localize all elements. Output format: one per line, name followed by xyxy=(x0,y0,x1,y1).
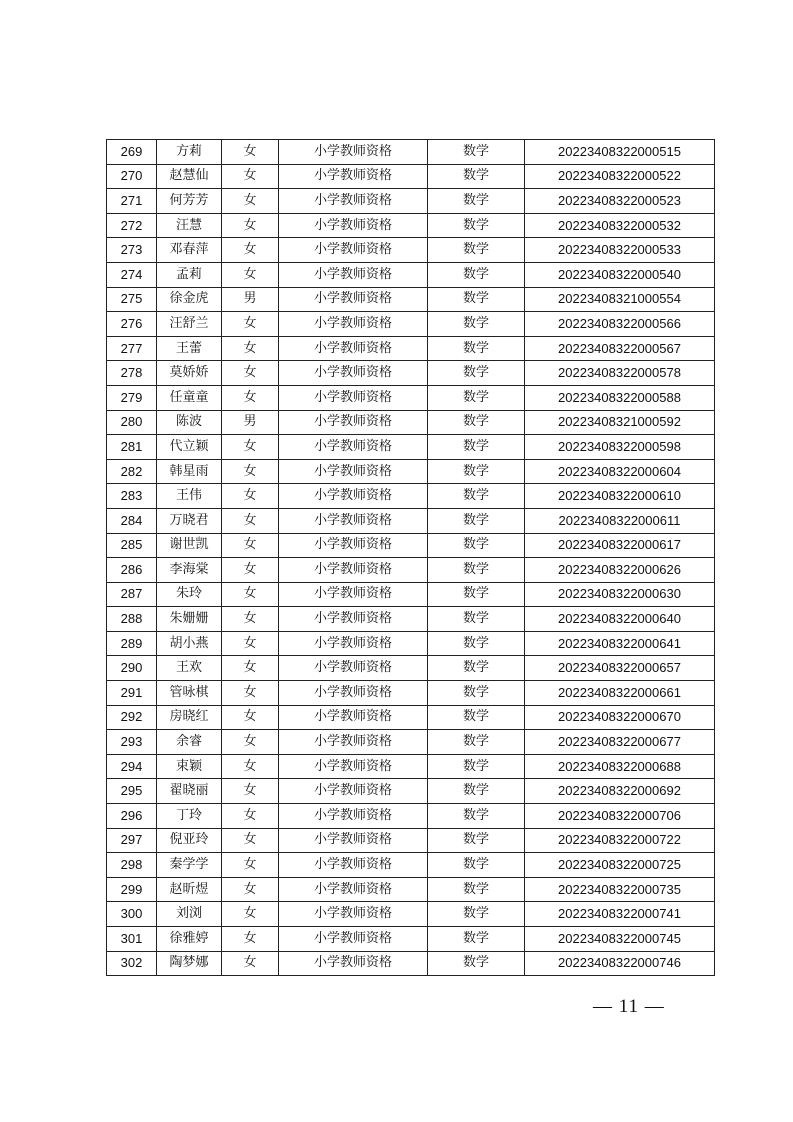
cell-qualification: 小学教师资格 xyxy=(279,877,428,902)
cell-certificate-id: 20223408322000532 xyxy=(525,213,715,238)
table-row xyxy=(107,607,715,632)
cell-qualification: 小学教师资格 xyxy=(279,705,428,730)
cell-number: 295 xyxy=(107,779,157,804)
cell-subject: 数学 xyxy=(428,582,525,607)
cell-certificate-id: 20223408322000566 xyxy=(525,312,715,337)
cell-qualification: 小学教师资格 xyxy=(279,312,428,337)
cell-gender: 女 xyxy=(222,361,279,386)
cell-gender: 女 xyxy=(222,582,279,607)
cell-name: 汪慧 xyxy=(157,213,222,238)
cell-gender: 女 xyxy=(222,189,279,214)
table-row xyxy=(107,435,715,460)
table-row xyxy=(107,385,715,410)
cell-certificate-id: 20223408322000515 xyxy=(525,140,715,165)
table-row xyxy=(107,582,715,607)
cell-number: 277 xyxy=(107,336,157,361)
cell-certificate-id: 20223408322000692 xyxy=(525,779,715,804)
cell-gender: 女 xyxy=(222,558,279,583)
cell-name: 莫娇娇 xyxy=(157,361,222,386)
cell-name: 万晓君 xyxy=(157,508,222,533)
cell-subject: 数学 xyxy=(428,828,525,853)
cell-subject: 数学 xyxy=(428,607,525,632)
cell-name: 赵昕煜 xyxy=(157,877,222,902)
cell-gender: 女 xyxy=(222,754,279,779)
table-row xyxy=(107,484,715,509)
cell-subject: 数学 xyxy=(428,213,525,238)
cell-name: 王蕾 xyxy=(157,336,222,361)
cell-gender: 女 xyxy=(222,459,279,484)
cell-number: 269 xyxy=(107,140,157,165)
cell-number: 284 xyxy=(107,508,157,533)
cell-name: 任童童 xyxy=(157,385,222,410)
cell-subject: 数学 xyxy=(428,754,525,779)
cell-number: 272 xyxy=(107,213,157,238)
cell-qualification: 小学教师资格 xyxy=(279,459,428,484)
table-row xyxy=(107,459,715,484)
cell-qualification: 小学教师资格 xyxy=(279,435,428,460)
cell-qualification: 小学教师资格 xyxy=(279,754,428,779)
cell-subject: 数学 xyxy=(428,459,525,484)
cell-certificate-id: 20223408321000592 xyxy=(525,410,715,435)
cell-gender: 女 xyxy=(222,902,279,927)
cell-certificate-id: 20223408322000540 xyxy=(525,262,715,287)
cell-subject: 数学 xyxy=(428,312,525,337)
table-row xyxy=(107,754,715,779)
cell-gender: 女 xyxy=(222,681,279,706)
cell-subject: 数学 xyxy=(428,361,525,386)
cell-gender: 女 xyxy=(222,631,279,656)
cell-name: 朱玲 xyxy=(157,582,222,607)
cell-subject: 数学 xyxy=(428,262,525,287)
cell-gender: 女 xyxy=(222,927,279,952)
cell-number: 296 xyxy=(107,804,157,829)
table-row xyxy=(107,558,715,583)
cell-subject: 数学 xyxy=(428,336,525,361)
cell-number: 285 xyxy=(107,533,157,558)
cell-gender: 女 xyxy=(222,435,279,460)
cell-name: 王伟 xyxy=(157,484,222,509)
table-row xyxy=(107,730,715,755)
cell-subject: 数学 xyxy=(428,902,525,927)
table-row xyxy=(107,140,715,165)
cell-certificate-id: 20223408322000722 xyxy=(525,828,715,853)
cell-name: 何芳芳 xyxy=(157,189,222,214)
cell-number: 283 xyxy=(107,484,157,509)
cell-number: 271 xyxy=(107,189,157,214)
cell-gender: 女 xyxy=(222,607,279,632)
cell-subject: 数学 xyxy=(428,804,525,829)
cell-qualification: 小学教师资格 xyxy=(279,238,428,263)
cell-number: 276 xyxy=(107,312,157,337)
cell-name: 陈波 xyxy=(157,410,222,435)
cell-certificate-id: 20223408322000630 xyxy=(525,582,715,607)
cell-gender: 女 xyxy=(222,656,279,681)
cell-name: 房晓红 xyxy=(157,705,222,730)
cell-qualification: 小学教师资格 xyxy=(279,631,428,656)
cell-certificate-id: 20223408322000670 xyxy=(525,705,715,730)
cell-certificate-id: 20223408322000725 xyxy=(525,853,715,878)
table-row xyxy=(107,238,715,263)
cell-name: 翟晓丽 xyxy=(157,779,222,804)
cell-gender: 女 xyxy=(222,262,279,287)
cell-name: 丁玲 xyxy=(157,804,222,829)
cell-qualification: 小学教师资格 xyxy=(279,656,428,681)
cell-subject: 数学 xyxy=(428,705,525,730)
cell-certificate-id: 20223408322000657 xyxy=(525,656,715,681)
cell-name: 刘浏 xyxy=(157,902,222,927)
cell-qualification: 小学教师资格 xyxy=(279,213,428,238)
cell-gender: 女 xyxy=(222,779,279,804)
cell-qualification: 小学教师资格 xyxy=(279,508,428,533)
cell-gender: 女 xyxy=(222,312,279,337)
cell-subject: 数学 xyxy=(428,533,525,558)
table-row xyxy=(107,656,715,681)
cell-certificate-id: 20223408322000578 xyxy=(525,361,715,386)
cell-subject: 数学 xyxy=(428,877,525,902)
cell-subject: 数学 xyxy=(428,779,525,804)
cell-subject: 数学 xyxy=(428,238,525,263)
cell-number: 298 xyxy=(107,853,157,878)
cell-certificate-id: 20223408322000523 xyxy=(525,189,715,214)
cell-gender: 女 xyxy=(222,804,279,829)
table-row xyxy=(107,853,715,878)
cell-name: 管咏棋 xyxy=(157,681,222,706)
cell-certificate-id: 20223408322000626 xyxy=(525,558,715,583)
cell-gender: 女 xyxy=(222,213,279,238)
cell-gender: 女 xyxy=(222,140,279,165)
cell-certificate-id: 20223408322000522 xyxy=(525,164,715,189)
cell-number: 294 xyxy=(107,754,157,779)
cell-name: 代立颖 xyxy=(157,435,222,460)
cell-name: 陶梦娜 xyxy=(157,951,222,976)
cell-name: 谢世凯 xyxy=(157,533,222,558)
cell-subject: 数学 xyxy=(428,681,525,706)
cell-certificate-id: 20223408322000533 xyxy=(525,238,715,263)
table-row xyxy=(107,189,715,214)
table-row xyxy=(107,877,715,902)
cell-certificate-id: 20223408322000611 xyxy=(525,508,715,533)
cell-subject: 数学 xyxy=(428,484,525,509)
cell-qualification: 小学教师资格 xyxy=(279,533,428,558)
table-row xyxy=(107,631,715,656)
cell-qualification: 小学教师资格 xyxy=(279,853,428,878)
cell-certificate-id: 20223408322000610 xyxy=(525,484,715,509)
cell-number: 282 xyxy=(107,459,157,484)
cell-gender: 女 xyxy=(222,508,279,533)
cell-number: 274 xyxy=(107,262,157,287)
cell-name: 孟莉 xyxy=(157,262,222,287)
cell-name: 韩星雨 xyxy=(157,459,222,484)
cell-qualification: 小学教师资格 xyxy=(279,582,428,607)
table-row xyxy=(107,336,715,361)
cell-subject: 数学 xyxy=(428,853,525,878)
cell-subject: 数学 xyxy=(428,385,525,410)
cell-qualification: 小学教师资格 xyxy=(279,779,428,804)
cell-gender: 女 xyxy=(222,484,279,509)
cell-certificate-id: 20223408322000677 xyxy=(525,730,715,755)
cell-qualification: 小学教师资格 xyxy=(279,287,428,312)
cell-gender: 女 xyxy=(222,705,279,730)
cell-gender: 男 xyxy=(222,287,279,312)
cell-number: 292 xyxy=(107,705,157,730)
cell-number: 289 xyxy=(107,631,157,656)
table-row xyxy=(107,533,715,558)
table-row xyxy=(107,681,715,706)
cell-number: 273 xyxy=(107,238,157,263)
cell-gender: 女 xyxy=(222,533,279,558)
cell-subject: 数学 xyxy=(428,558,525,583)
cell-subject: 数学 xyxy=(428,656,525,681)
cell-qualification: 小学教师资格 xyxy=(279,336,428,361)
cell-certificate-id: 20223408322000735 xyxy=(525,877,715,902)
cell-qualification: 小学教师资格 xyxy=(279,189,428,214)
cell-number: 288 xyxy=(107,607,157,632)
cell-certificate-id: 20223408322000641 xyxy=(525,631,715,656)
cell-gender: 男 xyxy=(222,410,279,435)
cell-number: 300 xyxy=(107,902,157,927)
cell-qualification: 小学教师资格 xyxy=(279,558,428,583)
cell-number: 279 xyxy=(107,385,157,410)
table-row xyxy=(107,828,715,853)
cell-subject: 数学 xyxy=(428,927,525,952)
table-body xyxy=(107,140,715,976)
table-row xyxy=(107,902,715,927)
cell-certificate-id: 20223408322000741 xyxy=(525,902,715,927)
cell-certificate-id: 20223408322000746 xyxy=(525,951,715,976)
cell-number: 278 xyxy=(107,361,157,386)
cell-number: 280 xyxy=(107,410,157,435)
cell-certificate-id: 20223408322000604 xyxy=(525,459,715,484)
cell-number: 299 xyxy=(107,877,157,902)
cell-number: 291 xyxy=(107,681,157,706)
cell-certificate-id: 20223408321000554 xyxy=(525,287,715,312)
cell-subject: 数学 xyxy=(428,631,525,656)
cell-name: 李海棠 xyxy=(157,558,222,583)
cell-subject: 数学 xyxy=(428,287,525,312)
cell-subject: 数学 xyxy=(428,140,525,165)
candidate-table xyxy=(106,139,715,976)
cell-certificate-id: 20223408322000640 xyxy=(525,607,715,632)
cell-certificate-id: 20223408322000567 xyxy=(525,336,715,361)
cell-qualification: 小学教师资格 xyxy=(279,410,428,435)
cell-name: 朱姗姗 xyxy=(157,607,222,632)
cell-qualification: 小学教师资格 xyxy=(279,164,428,189)
cell-qualification: 小学教师资格 xyxy=(279,262,428,287)
table-row xyxy=(107,361,715,386)
cell-qualification: 小学教师资格 xyxy=(279,385,428,410)
cell-name: 汪舒兰 xyxy=(157,312,222,337)
cell-name: 徐金虎 xyxy=(157,287,222,312)
cell-gender: 女 xyxy=(222,951,279,976)
cell-qualification: 小学教师资格 xyxy=(279,927,428,952)
cell-gender: 女 xyxy=(222,853,279,878)
cell-name: 王欢 xyxy=(157,656,222,681)
cell-number: 275 xyxy=(107,287,157,312)
cell-qualification: 小学教师资格 xyxy=(279,828,428,853)
cell-gender: 女 xyxy=(222,164,279,189)
cell-gender: 女 xyxy=(222,877,279,902)
cell-subject: 数学 xyxy=(428,410,525,435)
cell-gender: 女 xyxy=(222,336,279,361)
cell-name: 赵慧仙 xyxy=(157,164,222,189)
table-row xyxy=(107,804,715,829)
cell-name: 束颖 xyxy=(157,754,222,779)
cell-gender: 女 xyxy=(222,385,279,410)
cell-name: 胡小燕 xyxy=(157,631,222,656)
cell-certificate-id: 20223408322000598 xyxy=(525,435,715,460)
cell-subject: 数学 xyxy=(428,164,525,189)
cell-certificate-id: 20223408322000706 xyxy=(525,804,715,829)
table-row xyxy=(107,213,715,238)
cell-subject: 数学 xyxy=(428,189,525,214)
cell-certificate-id: 20223408322000745 xyxy=(525,927,715,952)
cell-number: 287 xyxy=(107,582,157,607)
cell-name: 方莉 xyxy=(157,140,222,165)
cell-subject: 数学 xyxy=(428,508,525,533)
table-row xyxy=(107,705,715,730)
cell-name: 徐雅婷 xyxy=(157,927,222,952)
cell-number: 281 xyxy=(107,435,157,460)
cell-qualification: 小学教师资格 xyxy=(279,681,428,706)
cell-qualification: 小学教师资格 xyxy=(279,361,428,386)
cell-name: 余睿 xyxy=(157,730,222,755)
cell-qualification: 小学教师资格 xyxy=(279,951,428,976)
cell-qualification: 小学教师资格 xyxy=(279,607,428,632)
cell-subject: 数学 xyxy=(428,730,525,755)
table-row xyxy=(107,508,715,533)
cell-number: 286 xyxy=(107,558,157,583)
cell-certificate-id: 20223408322000688 xyxy=(525,754,715,779)
cell-name: 邓春萍 xyxy=(157,238,222,263)
table-row xyxy=(107,262,715,287)
table-row xyxy=(107,410,715,435)
cell-number: 270 xyxy=(107,164,157,189)
cell-qualification: 小学教师资格 xyxy=(279,730,428,755)
page-number: — 11 — xyxy=(593,996,665,1017)
cell-number: 293 xyxy=(107,730,157,755)
table-row xyxy=(107,287,715,312)
cell-qualification: 小学教师资格 xyxy=(279,804,428,829)
cell-certificate-id: 20223408322000661 xyxy=(525,681,715,706)
cell-gender: 女 xyxy=(222,238,279,263)
table-row xyxy=(107,312,715,337)
cell-gender: 女 xyxy=(222,828,279,853)
cell-certificate-id: 20223408322000588 xyxy=(525,385,715,410)
cell-qualification: 小学教师资格 xyxy=(279,902,428,927)
cell-name: 秦学学 xyxy=(157,853,222,878)
table-row xyxy=(107,951,715,976)
cell-qualification: 小学教师资格 xyxy=(279,484,428,509)
table-row xyxy=(107,779,715,804)
table-row xyxy=(107,164,715,189)
cell-number: 302 xyxy=(107,951,157,976)
cell-subject: 数学 xyxy=(428,435,525,460)
cell-number: 297 xyxy=(107,828,157,853)
cell-number: 290 xyxy=(107,656,157,681)
cell-number: 301 xyxy=(107,927,157,952)
cell-subject: 数学 xyxy=(428,951,525,976)
cell-certificate-id: 20223408322000617 xyxy=(525,533,715,558)
cell-name: 倪亚玲 xyxy=(157,828,222,853)
table-row xyxy=(107,927,715,952)
cell-gender: 女 xyxy=(222,730,279,755)
cell-qualification: 小学教师资格 xyxy=(279,140,428,165)
